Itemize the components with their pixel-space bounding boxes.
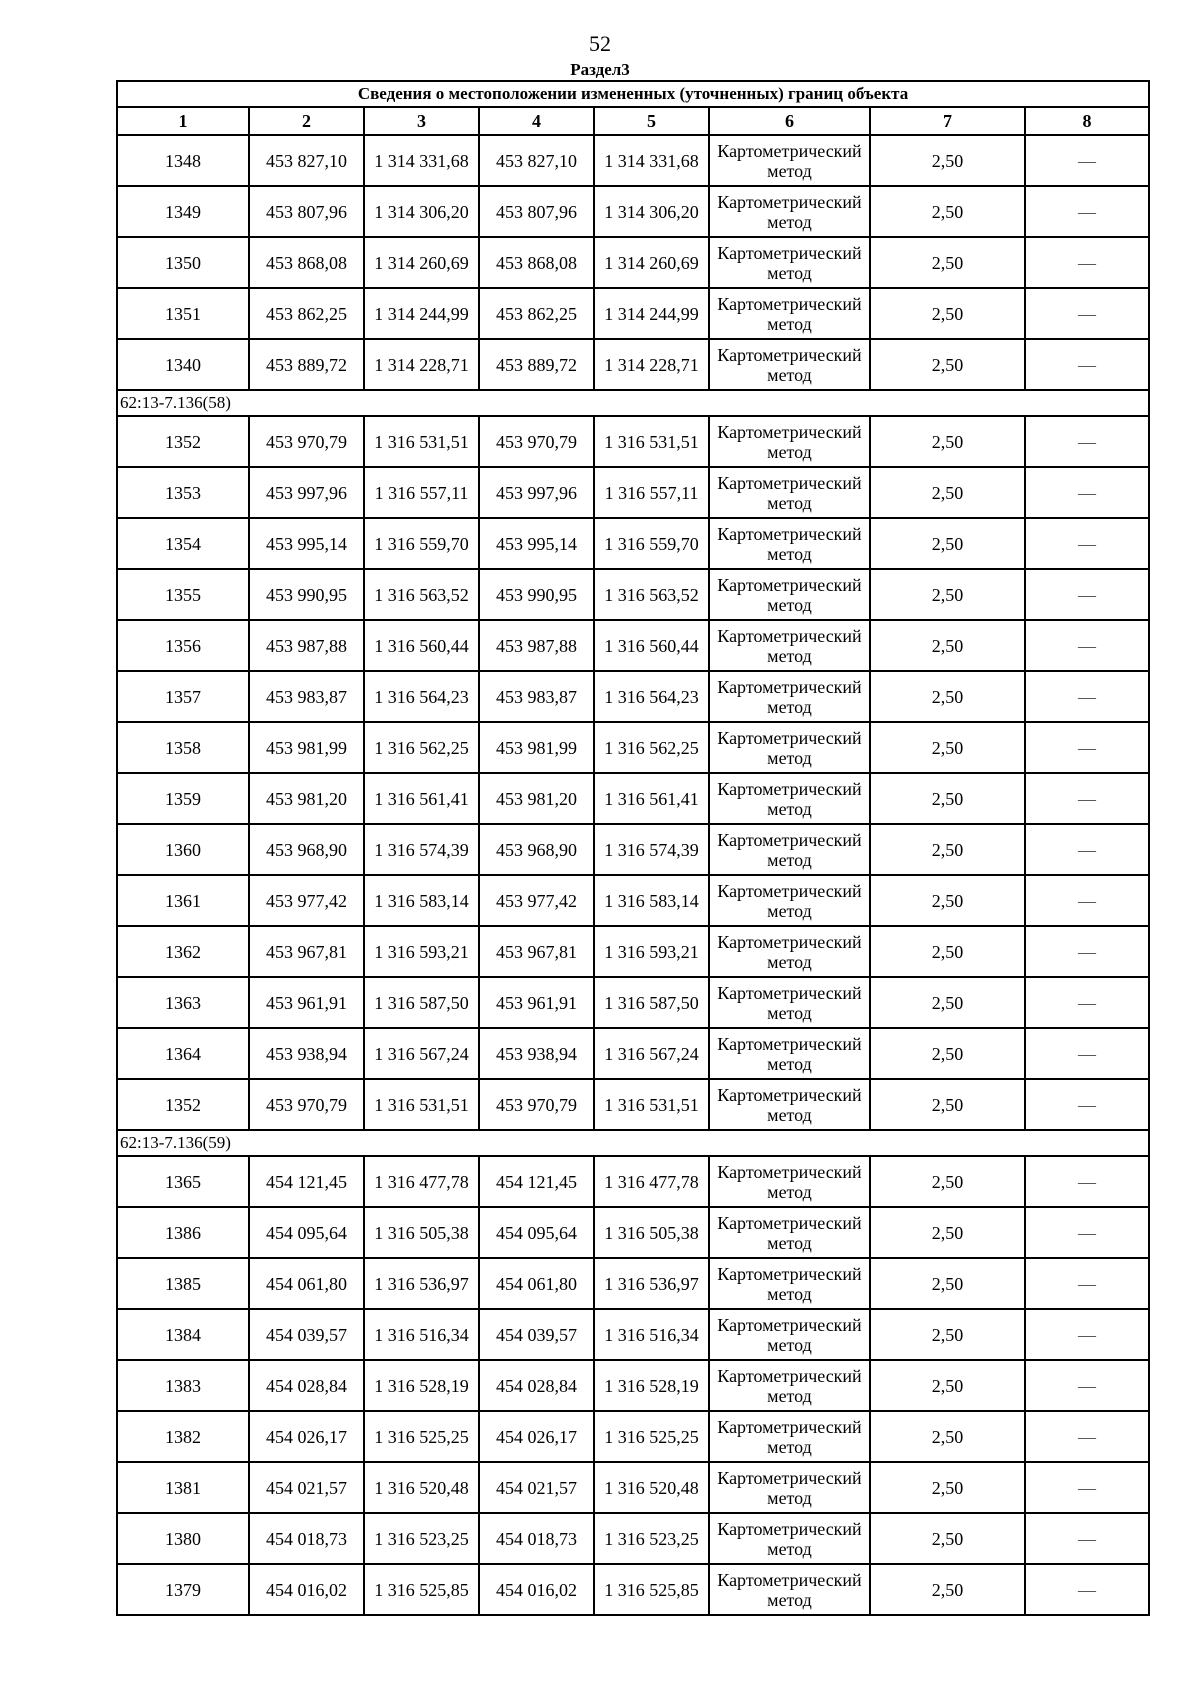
y-new-cell: 1 316 574,39 <box>594 824 709 875</box>
y-old-cell: 1 316 525,85 <box>364 1564 479 1615</box>
point-number-cell: 1364 <box>117 1028 249 1079</box>
x-old-cell: 453 862,25 <box>249 288 364 339</box>
y-new-cell: 1 316 562,25 <box>594 722 709 773</box>
y-old-cell: 1 316 583,14 <box>364 875 479 926</box>
y-old-cell: 1 314 244,99 <box>364 288 479 339</box>
y-old-cell: 1 316 561,41 <box>364 773 479 824</box>
accuracy-cell: 2,50 <box>870 569 1025 620</box>
x-new-cell: 453 970,79 <box>479 416 594 467</box>
table-row <box>117 1564 1149 1615</box>
accuracy-cell: 2,50 <box>870 722 1025 773</box>
x-old-cell: 453 983,87 <box>249 671 364 722</box>
point-number-cell: 1384 <box>117 1309 249 1360</box>
column-number: 4 <box>479 107 594 135</box>
method-cell: Картометрический метод <box>709 773 870 824</box>
note-cell: — <box>1025 671 1149 722</box>
y-new-cell: 1 316 477,78 <box>594 1156 709 1207</box>
accuracy-cell: 2,50 <box>870 1309 1025 1360</box>
x-old-cell: 453 977,42 <box>249 875 364 926</box>
x-old-cell: 454 121,45 <box>249 1156 364 1207</box>
accuracy-cell: 2,50 <box>870 926 1025 977</box>
x-old-cell: 454 061,80 <box>249 1258 364 1309</box>
table-row <box>117 671 1149 722</box>
x-old-cell: 453 967,81 <box>249 926 364 977</box>
x-new-cell: 454 028,84 <box>479 1360 594 1411</box>
x-new-cell: 453 807,96 <box>479 186 594 237</box>
x-new-cell: 453 938,94 <box>479 1028 594 1079</box>
point-number-cell: 1379 <box>117 1564 249 1615</box>
point-number-cell: 1353 <box>117 467 249 518</box>
x-new-cell: 454 095,64 <box>479 1207 594 1258</box>
note-cell: — <box>1025 1258 1149 1309</box>
note-cell: — <box>1025 467 1149 518</box>
x-new-cell: 453 868,08 <box>479 237 594 288</box>
y-new-cell: 1 316 528,19 <box>594 1360 709 1411</box>
note-cell: — <box>1025 1156 1149 1207</box>
group-label: 62:13-7.136(58) <box>117 390 1149 416</box>
table-row <box>117 1411 1149 1462</box>
column-number: 2 <box>249 107 364 135</box>
x-new-cell: 454 026,17 <box>479 1411 594 1462</box>
y-new-cell: 1 316 531,51 <box>594 1079 709 1130</box>
method-cell: Картометрический метод <box>709 1360 870 1411</box>
method-cell: Картометрический метод <box>709 467 870 518</box>
table-row <box>117 824 1149 875</box>
method-cell: Картометрический метод <box>709 1079 870 1130</box>
x-old-cell: 453 938,94 <box>249 1028 364 1079</box>
y-new-cell: 1 316 505,38 <box>594 1207 709 1258</box>
x-new-cell: 453 983,87 <box>479 671 594 722</box>
table-body <box>117 81 1149 1615</box>
y-old-cell: 1 316 528,19 <box>364 1360 479 1411</box>
y-old-cell: 1 316 563,52 <box>364 569 479 620</box>
method-cell: Картометрический метод <box>709 416 870 467</box>
method-cell: Картометрический метод <box>709 620 870 671</box>
accuracy-cell: 2,50 <box>870 135 1025 186</box>
point-number-cell: 1354 <box>117 518 249 569</box>
method-cell: Картометрический метод <box>709 1156 870 1207</box>
point-number-cell: 1349 <box>117 186 249 237</box>
x-old-cell: 453 807,96 <box>249 186 364 237</box>
column-number: 8 <box>1025 107 1149 135</box>
point-number-cell: 1383 <box>117 1360 249 1411</box>
accuracy-cell: 2,50 <box>870 773 1025 824</box>
x-old-cell: 453 889,72 <box>249 339 364 390</box>
note-cell: — <box>1025 620 1149 671</box>
column-number: 7 <box>870 107 1025 135</box>
note-cell: — <box>1025 1513 1149 1564</box>
x-old-cell: 453 981,99 <box>249 722 364 773</box>
method-cell: Картометрический метод <box>709 1258 870 1309</box>
accuracy-cell: 2,50 <box>870 977 1025 1028</box>
table-row <box>117 569 1149 620</box>
y-old-cell: 1 316 564,23 <box>364 671 479 722</box>
point-number-cell: 1381 <box>117 1462 249 1513</box>
table-row <box>117 186 1149 237</box>
accuracy-cell: 2,50 <box>870 288 1025 339</box>
note-cell: — <box>1025 1309 1149 1360</box>
y-old-cell: 1 316 477,78 <box>364 1156 479 1207</box>
method-cell: Картометрический метод <box>709 186 870 237</box>
table-row <box>117 1309 1149 1360</box>
method-cell: Картометрический метод <box>709 288 870 339</box>
note-cell: — <box>1025 1207 1149 1258</box>
y-new-cell: 1 316 531,51 <box>594 416 709 467</box>
x-new-cell: 453 997,96 <box>479 467 594 518</box>
accuracy-cell: 2,50 <box>870 620 1025 671</box>
accuracy-cell: 2,50 <box>870 671 1025 722</box>
column-number: 1 <box>117 107 249 135</box>
y-new-cell: 1 316 520,48 <box>594 1462 709 1513</box>
point-number-cell: 1362 <box>117 926 249 977</box>
table-row <box>117 1513 1149 1564</box>
accuracy-cell: 2,50 <box>870 339 1025 390</box>
y-new-cell: 1 316 583,14 <box>594 875 709 926</box>
y-old-cell: 1 314 306,20 <box>364 186 479 237</box>
method-cell: Картометрический метод <box>709 671 870 722</box>
x-new-cell: 453 968,90 <box>479 824 594 875</box>
table-row <box>117 722 1149 773</box>
point-number-cell: 1350 <box>117 237 249 288</box>
x-new-cell: 453 961,91 <box>479 977 594 1028</box>
y-new-cell: 1 316 516,34 <box>594 1309 709 1360</box>
x-new-cell: 453 981,99 <box>479 722 594 773</box>
group-label: 62:13-7.136(59) <box>117 1130 1149 1156</box>
accuracy-cell: 2,50 <box>870 1079 1025 1130</box>
point-number-cell: 1352 <box>117 1079 249 1130</box>
method-cell: Картометрический метод <box>709 1028 870 1079</box>
table-row <box>117 416 1149 467</box>
x-new-cell: 454 021,57 <box>479 1462 594 1513</box>
table-row <box>117 518 1149 569</box>
x-old-cell: 453 987,88 <box>249 620 364 671</box>
note-cell: — <box>1025 339 1149 390</box>
y-old-cell: 1 316 562,25 <box>364 722 479 773</box>
y-new-cell: 1 316 564,23 <box>594 671 709 722</box>
note-cell: — <box>1025 135 1149 186</box>
y-new-cell: 1 316 557,11 <box>594 467 709 518</box>
method-cell: Картометрический метод <box>709 926 870 977</box>
table-row <box>117 1207 1149 1258</box>
group-row <box>117 1130 1149 1156</box>
note-cell: — <box>1025 288 1149 339</box>
y-old-cell: 1 314 228,71 <box>364 339 479 390</box>
y-new-cell: 1 316 536,97 <box>594 1258 709 1309</box>
table-row <box>117 1156 1149 1207</box>
x-old-cell: 454 018,73 <box>249 1513 364 1564</box>
y-old-cell: 1 316 567,24 <box>364 1028 479 1079</box>
accuracy-cell: 2,50 <box>870 467 1025 518</box>
note-cell: — <box>1025 977 1149 1028</box>
note-cell: — <box>1025 1462 1149 1513</box>
y-old-cell: 1 316 523,25 <box>364 1513 479 1564</box>
note-cell: — <box>1025 1564 1149 1615</box>
x-old-cell: 453 995,14 <box>249 518 364 569</box>
point-number-cell: 1359 <box>117 773 249 824</box>
point-number-cell: 1351 <box>117 288 249 339</box>
table-row <box>117 467 1149 518</box>
y-new-cell: 1 314 331,68 <box>594 135 709 186</box>
y-new-cell: 1 316 587,50 <box>594 977 709 1028</box>
table-row <box>117 237 1149 288</box>
y-new-cell: 1 316 561,41 <box>594 773 709 824</box>
method-cell: Картометрический метод <box>709 135 870 186</box>
point-number-cell: 1382 <box>117 1411 249 1462</box>
column-number: 5 <box>594 107 709 135</box>
method-cell: Картометрический метод <box>709 1309 870 1360</box>
point-number-cell: 1352 <box>117 416 249 467</box>
note-cell: — <box>1025 722 1149 773</box>
x-old-cell: 453 990,95 <box>249 569 364 620</box>
point-number-cell: 1385 <box>117 1258 249 1309</box>
table-row <box>117 1079 1149 1130</box>
point-number-cell: 1358 <box>117 722 249 773</box>
y-old-cell: 1 316 531,51 <box>364 416 479 467</box>
note-cell: — <box>1025 926 1149 977</box>
table-row <box>117 620 1149 671</box>
accuracy-cell: 2,50 <box>870 875 1025 926</box>
y-old-cell: 1 316 574,39 <box>364 824 479 875</box>
x-new-cell: 453 990,95 <box>479 569 594 620</box>
x-new-cell: 453 977,42 <box>479 875 594 926</box>
y-old-cell: 1 316 559,70 <box>364 518 479 569</box>
method-cell: Картометрический метод <box>709 518 870 569</box>
method-cell: Картометрический метод <box>709 1411 870 1462</box>
accuracy-cell: 2,50 <box>870 1513 1025 1564</box>
y-old-cell: 1 316 560,44 <box>364 620 479 671</box>
point-number-cell: 1360 <box>117 824 249 875</box>
accuracy-cell: 2,50 <box>870 1207 1025 1258</box>
point-number-cell: 1355 <box>117 569 249 620</box>
x-old-cell: 454 095,64 <box>249 1207 364 1258</box>
x-old-cell: 453 827,10 <box>249 135 364 186</box>
table-row <box>117 1258 1149 1309</box>
table-row <box>117 1360 1149 1411</box>
accuracy-cell: 2,50 <box>870 416 1025 467</box>
point-number-cell: 1361 <box>117 875 249 926</box>
x-new-cell: 453 970,79 <box>479 1079 594 1130</box>
x-old-cell: 453 970,79 <box>249 1079 364 1130</box>
point-number-cell: 1348 <box>117 135 249 186</box>
method-cell: Картометрический метод <box>709 722 870 773</box>
x-new-cell: 454 018,73 <box>479 1513 594 1564</box>
note-cell: — <box>1025 518 1149 569</box>
table-row <box>117 339 1149 390</box>
x-old-cell: 453 970,79 <box>249 416 364 467</box>
y-new-cell: 1 316 525,25 <box>594 1411 709 1462</box>
table-caption-row <box>117 81 1149 107</box>
method-cell: Картометрический метод <box>709 1564 870 1615</box>
point-number-cell: 1357 <box>117 671 249 722</box>
x-old-cell: 454 016,02 <box>249 1564 364 1615</box>
x-old-cell: 454 021,57 <box>249 1462 364 1513</box>
y-new-cell: 1 316 563,52 <box>594 569 709 620</box>
y-old-cell: 1 316 505,38 <box>364 1207 479 1258</box>
note-cell: — <box>1025 1360 1149 1411</box>
y-old-cell: 1 314 260,69 <box>364 237 479 288</box>
accuracy-cell: 2,50 <box>870 1258 1025 1309</box>
accuracy-cell: 2,50 <box>870 237 1025 288</box>
accuracy-cell: 2,50 <box>870 186 1025 237</box>
table-row <box>117 1028 1149 1079</box>
accuracy-cell: 2,50 <box>870 1156 1025 1207</box>
y-old-cell: 1 314 331,68 <box>364 135 479 186</box>
method-cell: Картометрический метод <box>709 569 870 620</box>
point-number-cell: 1340 <box>117 339 249 390</box>
y-new-cell: 1 314 228,71 <box>594 339 709 390</box>
x-old-cell: 453 997,96 <box>249 467 364 518</box>
page-number: 52 <box>589 31 611 56</box>
table-caption: Сведения о местоположении измененных (уточненных) границ объекта <box>117 81 1149 107</box>
column-number-row <box>117 107 1149 135</box>
y-new-cell: 1 314 306,20 <box>594 186 709 237</box>
y-new-cell: 1 316 523,25 <box>594 1513 709 1564</box>
note-cell: — <box>1025 1411 1149 1462</box>
accuracy-cell: 2,50 <box>870 1360 1025 1411</box>
x-new-cell: 453 995,14 <box>479 518 594 569</box>
method-cell: Картометрический метод <box>709 977 870 1028</box>
y-old-cell: 1 316 516,34 <box>364 1309 479 1360</box>
x-new-cell: 454 016,02 <box>479 1564 594 1615</box>
section-title: Раздел3 <box>570 60 630 79</box>
y-old-cell: 1 316 520,48 <box>364 1462 479 1513</box>
note-cell: — <box>1025 237 1149 288</box>
y-new-cell: 1 316 567,24 <box>594 1028 709 1079</box>
x-old-cell: 453 961,91 <box>249 977 364 1028</box>
table-row <box>117 288 1149 339</box>
note-cell: — <box>1025 773 1149 824</box>
x-new-cell: 454 061,80 <box>479 1258 594 1309</box>
note-cell: — <box>1025 824 1149 875</box>
note-cell: — <box>1025 186 1149 237</box>
x-new-cell: 454 121,45 <box>479 1156 594 1207</box>
x-old-cell: 453 968,90 <box>249 824 364 875</box>
accuracy-cell: 2,50 <box>870 1564 1025 1615</box>
accuracy-cell: 2,50 <box>870 824 1025 875</box>
y-old-cell: 1 316 531,51 <box>364 1079 479 1130</box>
x-new-cell: 453 862,25 <box>479 288 594 339</box>
x-new-cell: 454 039,57 <box>479 1309 594 1360</box>
table-row <box>117 1462 1149 1513</box>
note-cell: — <box>1025 569 1149 620</box>
x-new-cell: 453 981,20 <box>479 773 594 824</box>
column-number: 3 <box>364 107 479 135</box>
method-cell: Картометрический метод <box>709 824 870 875</box>
table-row <box>117 875 1149 926</box>
group-row <box>117 390 1149 416</box>
x-old-cell: 454 026,17 <box>249 1411 364 1462</box>
x-new-cell: 453 967,81 <box>479 926 594 977</box>
method-cell: Картометрический метод <box>709 1207 870 1258</box>
point-number-cell: 1386 <box>117 1207 249 1258</box>
note-cell: — <box>1025 416 1149 467</box>
method-cell: Картометрический метод <box>709 875 870 926</box>
y-new-cell: 1 314 260,69 <box>594 237 709 288</box>
accuracy-cell: 2,50 <box>870 518 1025 569</box>
note-cell: — <box>1025 1079 1149 1130</box>
table-row <box>117 135 1149 186</box>
x-new-cell: 453 987,88 <box>479 620 594 671</box>
y-new-cell: 1 316 559,70 <box>594 518 709 569</box>
x-new-cell: 453 827,10 <box>479 135 594 186</box>
note-cell: — <box>1025 1028 1149 1079</box>
y-old-cell: 1 316 593,21 <box>364 926 479 977</box>
table-row <box>117 773 1149 824</box>
table-row <box>117 926 1149 977</box>
column-number: 6 <box>709 107 870 135</box>
y-new-cell: 1 316 525,85 <box>594 1564 709 1615</box>
point-number-cell: 1356 <box>117 620 249 671</box>
x-old-cell: 453 868,08 <box>249 237 364 288</box>
y-old-cell: 1 316 525,25 <box>364 1411 479 1462</box>
y-new-cell: 1 314 244,99 <box>594 288 709 339</box>
y-old-cell: 1 316 587,50 <box>364 977 479 1028</box>
point-number-cell: 1380 <box>117 1513 249 1564</box>
y-new-cell: 1 316 593,21 <box>594 926 709 977</box>
x-new-cell: 453 889,72 <box>479 339 594 390</box>
method-cell: Картометрический метод <box>709 237 870 288</box>
method-cell: Картометрический метод <box>709 1462 870 1513</box>
method-cell: Картометрический метод <box>709 1513 870 1564</box>
boundary-table <box>116 80 1150 1616</box>
note-cell: — <box>1025 875 1149 926</box>
x-old-cell: 454 039,57 <box>249 1309 364 1360</box>
point-number-cell: 1363 <box>117 977 249 1028</box>
x-old-cell: 453 981,20 <box>249 773 364 824</box>
y-old-cell: 1 316 536,97 <box>364 1258 479 1309</box>
table-row <box>117 977 1149 1028</box>
x-old-cell: 454 028,84 <box>249 1360 364 1411</box>
method-cell: Картометрический метод <box>709 339 870 390</box>
y-old-cell: 1 316 557,11 <box>364 467 479 518</box>
accuracy-cell: 2,50 <box>870 1028 1025 1079</box>
point-number-cell: 1365 <box>117 1156 249 1207</box>
y-new-cell: 1 316 560,44 <box>594 620 709 671</box>
accuracy-cell: 2,50 <box>870 1462 1025 1513</box>
accuracy-cell: 2,50 <box>870 1411 1025 1462</box>
